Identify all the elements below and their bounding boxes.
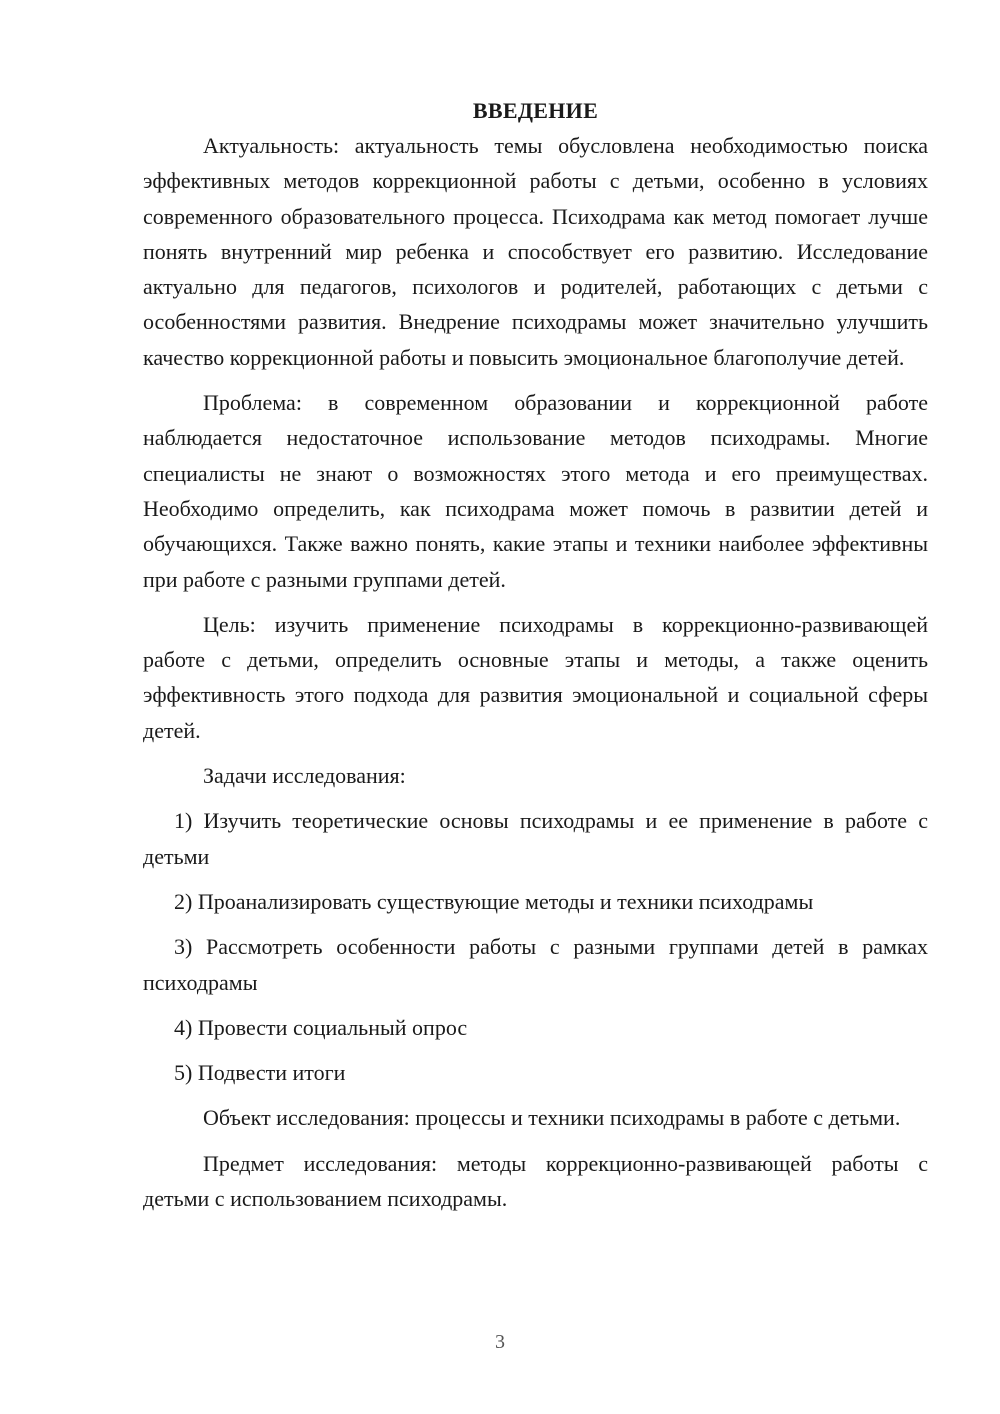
- paragraph-subject: Предмет исследования: методы коррекционно-развивающей работы с детьми с использованием психодрамы.: [143, 1150, 928, 1212]
- paragraph-goal: Цель: изучить применение психодрамы в коррекционно-развивающей работе с детьми, определить основные этапы и методы, а также оценить эффективность этого подхода для развития эмоциональной и социальной сферы детей.: [143, 611, 928, 743]
- section-title: ВВЕДЕНИЕ: [472, 98, 599, 123]
- task-item-5: 5) Подвести итоги: [174, 1060, 346, 1086]
- page-number: 3: [495, 1331, 505, 1353]
- tasks-heading: Задачи исследования:: [203, 763, 406, 789]
- paragraph-relevance: Актуальность: актуальность темы обусловлена необходимостью поиска эффективных методов коррекционной работы с детьми, особенно в условиях современного образовательного процесса. Психодрама как метод помогает лучше понять внутренний мир ребенка и способствует его развитию. Исследование актуально для педагогов, психологов и родителей, работающих с детьми с особенностями развития. Внедрение психодрамы может значительно улучшить качество коррекционной работы и повысить эмоциональное благополучие детей.: [143, 133, 928, 370]
- paragraph-problem: Проблема: в современном образовании и коррекционной работе наблюдается недостаточное использование методов психодрамы. Многие специалисты не знают о возможностях этого метода и его преимуществах. Необходимо определить, как психодрама может помочь в развитии детей и обучающихся. Также важно понять, какие этапы и техники наиболее эффективны при работе с разными группами детей.: [143, 390, 928, 592]
- task-item-2: 2) Проанализировать существующие методы и техники психодрамы: [174, 888, 814, 914]
- paragraph-object: Объект исследования: процессы и техники психодрамы в работе с детьми.: [203, 1105, 901, 1131]
- task-item-1: 1) Изучить теоретические основы психодрамы и ее применение в работе с детьми: [143, 808, 928, 869]
- task-item-3: 3) Рассмотреть особенности работы с разными группами детей в рамках психодрамы: [143, 934, 928, 995]
- task-item-4: 4) Провести социальный опрос: [174, 1014, 468, 1040]
- page-content: [143, 93, 928, 1226]
